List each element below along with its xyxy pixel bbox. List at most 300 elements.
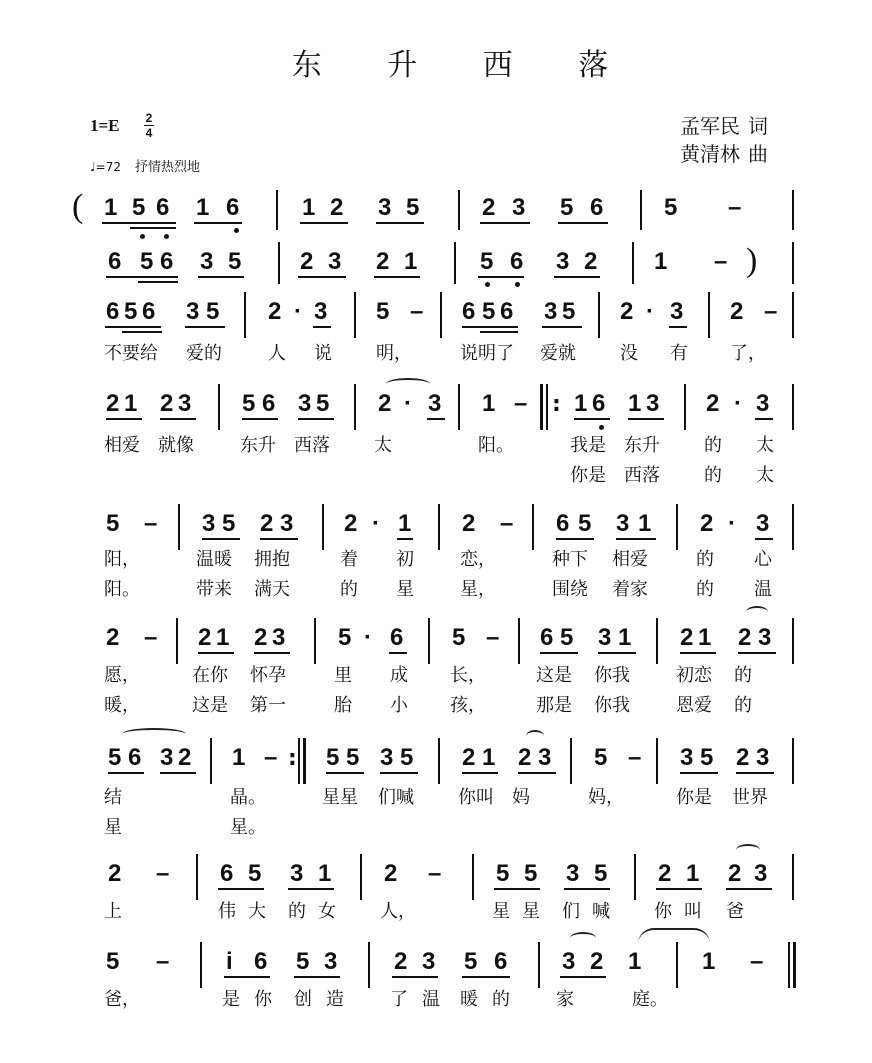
underline	[130, 227, 176, 229]
note: 5	[108, 744, 122, 771]
note: 3	[314, 298, 328, 325]
lyricist-role: 词	[748, 114, 768, 138]
note: 5	[106, 510, 120, 537]
open-paren: (	[72, 188, 84, 225]
lyric: 着	[340, 549, 358, 570]
barline	[640, 190, 642, 230]
lyricist-credit	[680, 112, 768, 140]
barline	[438, 738, 440, 784]
lyric-verse2: 着家	[612, 579, 648, 600]
tie	[638, 928, 710, 944]
note: 6	[160, 248, 174, 275]
barline	[792, 854, 794, 900]
underline	[518, 772, 556, 774]
lyric: 东升	[240, 435, 276, 456]
note: 6	[540, 624, 554, 651]
lyric-verse2: 西落	[624, 465, 660, 486]
note: 3	[272, 624, 286, 651]
note: 5	[124, 298, 138, 325]
lyric-verse2: 星。	[230, 817, 266, 838]
underline	[218, 888, 264, 890]
underline	[656, 888, 702, 890]
lyric-verse2: 阳。	[104, 579, 140, 600]
note: 5	[222, 510, 236, 537]
low-octave-dot	[515, 282, 520, 287]
note: 3	[200, 248, 214, 275]
note: 2	[260, 510, 274, 537]
barline	[178, 504, 180, 550]
lyric-verse2: 你我	[594, 695, 630, 716]
lyric: 妈，	[588, 787, 624, 808]
lyric: 上	[104, 901, 122, 922]
note: 3	[378, 194, 392, 221]
note: 5	[316, 390, 330, 417]
note: 2	[462, 510, 476, 537]
lyric: 说明了	[460, 343, 514, 364]
note: 5	[338, 624, 352, 651]
note: 5	[346, 744, 360, 771]
note: 3	[754, 860, 768, 887]
lyric: 说	[314, 343, 332, 364]
underline	[478, 276, 524, 278]
note: 5	[496, 860, 510, 887]
underline	[556, 538, 594, 540]
lyric-verse2: 星	[104, 817, 122, 838]
note: 3	[756, 510, 770, 537]
lyric: 温暖	[196, 549, 232, 570]
note: 5	[400, 744, 414, 771]
underline	[564, 888, 610, 890]
underline	[726, 888, 772, 890]
note: 2	[658, 860, 672, 887]
barline	[458, 190, 460, 230]
note: 2	[590, 948, 604, 975]
lyric-verse2: 的	[734, 695, 752, 716]
underline	[294, 976, 340, 978]
note: 3	[538, 744, 552, 771]
underline	[755, 418, 773, 420]
underline	[480, 331, 518, 333]
lyric: 世界	[732, 787, 768, 808]
note: 1	[698, 624, 712, 651]
underline	[160, 418, 196, 420]
lyric-verse2: 太	[756, 465, 774, 486]
lyric: 了，	[730, 343, 766, 364]
barline	[792, 738, 794, 784]
underline	[185, 326, 225, 328]
underline	[480, 222, 530, 224]
note: 5	[248, 860, 262, 887]
slur	[746, 606, 768, 618]
lyric: 西落	[294, 435, 330, 456]
barline	[244, 292, 246, 338]
lyric: 初	[396, 549, 414, 570]
underline	[242, 418, 278, 420]
underline	[574, 418, 610, 420]
barline	[684, 384, 686, 430]
underline	[374, 276, 420, 278]
note: 2	[268, 298, 282, 325]
note: 6	[108, 248, 122, 275]
lyric: 没	[620, 343, 638, 364]
lyric-verse2: 孩，	[450, 695, 486, 716]
note: 3	[670, 298, 684, 325]
lyric: 的女	[288, 901, 348, 922]
note: 3	[562, 948, 576, 975]
note: 3	[680, 744, 694, 771]
note: 2	[482, 194, 496, 221]
note: 5	[242, 390, 256, 417]
slur	[386, 378, 430, 390]
barline	[792, 292, 794, 338]
note: 2	[300, 248, 314, 275]
underline	[313, 326, 331, 328]
underline	[598, 652, 636, 654]
underline	[198, 652, 234, 654]
note: 1	[482, 390, 496, 417]
augmentation-dot: ·	[734, 390, 742, 417]
note: 2	[106, 624, 120, 651]
note: 2	[106, 390, 120, 417]
note: 2	[378, 390, 392, 417]
lyric: 相爱	[104, 435, 140, 456]
underline	[560, 976, 606, 978]
augmentation-dot: ·	[646, 298, 654, 325]
low-octave-dot	[164, 234, 169, 239]
barline	[598, 292, 600, 338]
repeat-sign: :	[552, 392, 561, 417]
note: 5	[578, 510, 592, 537]
underline	[254, 652, 290, 654]
lyric: 东升	[624, 435, 660, 456]
barline	[532, 504, 534, 550]
tempo-marking	[90, 156, 200, 175]
lyric-verse2: 围绕	[552, 579, 588, 600]
note: 2	[738, 624, 752, 651]
barline	[676, 504, 678, 550]
dash: –	[144, 624, 158, 651]
barline	[354, 384, 356, 430]
dash: –	[764, 298, 778, 325]
underline	[392, 976, 438, 978]
note: 6	[390, 624, 404, 651]
note: 5	[296, 948, 310, 975]
slur	[736, 844, 760, 856]
slur	[526, 730, 544, 742]
note: 1	[124, 390, 138, 417]
underline	[326, 772, 364, 774]
lyric: 里	[334, 665, 352, 686]
lyric: 们喊	[378, 787, 414, 808]
underline	[389, 652, 407, 654]
lyric-verse2: 第一	[250, 695, 286, 716]
note: 6	[226, 194, 240, 221]
note: 2	[706, 390, 720, 417]
augmentation-dot: ·	[404, 390, 412, 417]
note: 3	[544, 298, 558, 325]
underline	[540, 652, 578, 654]
lyric-verse2: 星	[396, 579, 414, 600]
note: 1	[318, 860, 332, 887]
dash: –	[428, 860, 442, 887]
lyric: 太	[374, 435, 392, 456]
lyric-verse2: 满天	[254, 579, 290, 600]
barline	[196, 854, 198, 900]
note: 2	[680, 624, 694, 651]
note: 5	[326, 744, 340, 771]
tempo-value: ♩=72	[90, 160, 121, 174]
note: 3	[280, 510, 294, 537]
note: 2	[700, 510, 714, 537]
note: 1	[104, 194, 118, 221]
note: 2	[384, 860, 398, 887]
lyric: 结	[104, 787, 122, 808]
barline	[570, 738, 572, 784]
augmentation-dot: ·	[728, 510, 736, 537]
note: 3	[646, 390, 660, 417]
barline	[634, 854, 636, 900]
lyric: 就像	[158, 435, 194, 456]
lyric: 不要给	[104, 343, 158, 364]
underline	[102, 222, 176, 224]
underline	[462, 326, 518, 328]
underline	[558, 222, 608, 224]
lyric: 星星	[322, 787, 358, 808]
note: 5	[560, 624, 574, 651]
underline	[198, 276, 244, 278]
dash: –	[156, 948, 170, 975]
note: 3	[160, 744, 174, 771]
lyric: 种下	[552, 549, 588, 570]
note: 3	[758, 624, 772, 651]
underline	[105, 326, 161, 328]
barline	[354, 292, 356, 338]
lyric: 初恋	[676, 665, 712, 686]
underline	[288, 888, 334, 890]
note: 6	[592, 390, 606, 417]
barline	[176, 618, 178, 664]
note: 5	[560, 194, 574, 221]
note: 3	[598, 624, 612, 651]
note: 1	[702, 948, 716, 975]
note: 5	[206, 298, 220, 325]
note: 2	[462, 744, 476, 771]
lyric: 爱的	[186, 343, 222, 364]
barline	[218, 384, 220, 430]
note: 5	[664, 194, 678, 221]
underline	[462, 772, 498, 774]
lyric: 庭。	[632, 989, 668, 1010]
lyric: 太	[756, 435, 774, 456]
lyric: 恋，	[460, 549, 496, 570]
barline	[792, 384, 794, 430]
dash: –	[264, 744, 278, 771]
note: 2	[620, 298, 634, 325]
barline	[440, 292, 442, 338]
note: 2	[160, 390, 174, 417]
lyric-verse2: 小	[390, 695, 408, 716]
note: 6	[262, 390, 276, 417]
low-octave-dot	[485, 282, 490, 287]
lyric: 你是	[676, 787, 712, 808]
key-signature: 1=E	[90, 116, 120, 135]
augmentation-dot: ·	[372, 510, 380, 537]
dash: –	[728, 194, 742, 221]
underline	[106, 418, 142, 420]
underline	[554, 276, 600, 278]
note: 6	[494, 948, 508, 975]
note: 6	[590, 194, 604, 221]
composer-credit	[680, 140, 768, 168]
low-octave-dot	[234, 228, 239, 233]
note: 3	[186, 298, 200, 325]
note: 3	[290, 860, 304, 887]
barline	[538, 942, 540, 988]
underline	[106, 276, 178, 278]
note: 5	[106, 948, 120, 975]
barline	[792, 618, 794, 664]
lyric: 的	[696, 549, 714, 570]
underline	[376, 222, 424, 224]
note: 3	[756, 744, 770, 771]
note: 1	[216, 624, 230, 651]
note: 1	[638, 510, 652, 537]
lyric-verse2: 恩爱	[676, 695, 712, 716]
note: 5	[482, 298, 496, 325]
note: 6	[500, 298, 514, 325]
barline	[428, 618, 430, 664]
lyric: 这是	[536, 665, 572, 686]
note: 3	[178, 390, 192, 417]
note: 1	[196, 194, 210, 221]
note: 1	[398, 510, 412, 537]
note: 5	[464, 948, 478, 975]
lyric: 相爱	[612, 549, 648, 570]
composer-role: 曲	[748, 142, 768, 166]
repeat-sign: :	[288, 746, 297, 771]
lyric: 人，	[380, 901, 416, 922]
lyric: 们喊	[562, 901, 622, 922]
underline	[542, 326, 582, 328]
lyric: 心	[754, 549, 772, 570]
dash: –	[714, 248, 728, 275]
lyric: 爸，	[104, 989, 140, 1010]
repeat-end-barline-thin	[298, 738, 300, 784]
barline	[200, 942, 202, 988]
barline	[454, 242, 456, 284]
repeat-start-barline	[540, 384, 543, 430]
lyric: 伟大	[218, 901, 278, 922]
note: 2	[394, 948, 408, 975]
note: 5	[700, 744, 714, 771]
note: 3	[202, 510, 216, 537]
barline	[278, 242, 280, 284]
lyric-verse2: 的	[704, 465, 722, 486]
dash: –	[410, 298, 424, 325]
note: 6	[556, 510, 570, 537]
lyric: 妈	[512, 787, 530, 808]
lyric-verse2: 那是	[536, 695, 572, 716]
lyric: 爱就	[540, 343, 576, 364]
underline	[680, 772, 718, 774]
lyric: 爸	[726, 901, 744, 922]
note: 2	[518, 744, 532, 771]
note: 3	[556, 248, 570, 275]
lyric: 成	[390, 665, 408, 686]
underline	[427, 418, 445, 420]
note: 2	[584, 248, 598, 275]
augmentation-dot: ·	[364, 624, 372, 651]
lyric: 家	[556, 989, 574, 1010]
note: 2	[178, 744, 192, 771]
note: 6	[254, 948, 268, 975]
lyric-verse2: 暖，	[104, 695, 140, 716]
lyric: 晶。	[230, 787, 266, 808]
underline	[680, 652, 716, 654]
note: 5	[376, 298, 390, 325]
underline	[122, 331, 162, 333]
underline	[494, 888, 540, 890]
note: 2	[198, 624, 212, 651]
augmentation-dot: ·	[294, 298, 302, 325]
low-octave-dot	[599, 425, 604, 430]
note: 6	[510, 248, 524, 275]
barline	[210, 738, 212, 784]
barline	[438, 504, 440, 550]
note: 5	[132, 194, 146, 221]
lyric-verse2: 的	[696, 579, 714, 600]
note: 1	[574, 390, 588, 417]
close-paren: )	[746, 242, 758, 279]
lyric: 了温	[390, 989, 454, 1010]
note: 2	[344, 510, 358, 537]
lyric: 阳，	[104, 549, 140, 570]
lyric: 的	[704, 435, 722, 456]
lyric: 长，	[450, 665, 486, 686]
note: 1	[618, 624, 632, 651]
barline	[368, 942, 370, 988]
lyric: 我是	[570, 435, 606, 456]
dash: –	[144, 510, 158, 537]
lyric-verse2: 星，	[460, 579, 496, 600]
underline	[108, 772, 144, 774]
underline	[138, 281, 178, 283]
lyric: 是你	[222, 989, 286, 1010]
note: 5	[594, 744, 608, 771]
underline	[298, 276, 346, 278]
slur	[122, 728, 186, 740]
lyric: 有	[670, 343, 688, 364]
note: 3	[616, 510, 630, 537]
barline	[472, 854, 474, 900]
barline	[792, 190, 794, 230]
underline	[397, 538, 413, 540]
note: 2	[376, 248, 390, 275]
note: 1	[482, 744, 496, 771]
barline	[360, 854, 362, 900]
barline	[276, 190, 278, 230]
time-signature	[144, 112, 154, 139]
underline	[194, 222, 242, 224]
lyric: 你我	[594, 665, 630, 686]
note: 2	[330, 194, 344, 221]
barline	[708, 292, 710, 338]
underline	[260, 538, 298, 540]
underline	[628, 418, 664, 420]
lyric: 明，	[376, 343, 412, 364]
note: 3	[380, 744, 394, 771]
barline	[458, 384, 460, 430]
